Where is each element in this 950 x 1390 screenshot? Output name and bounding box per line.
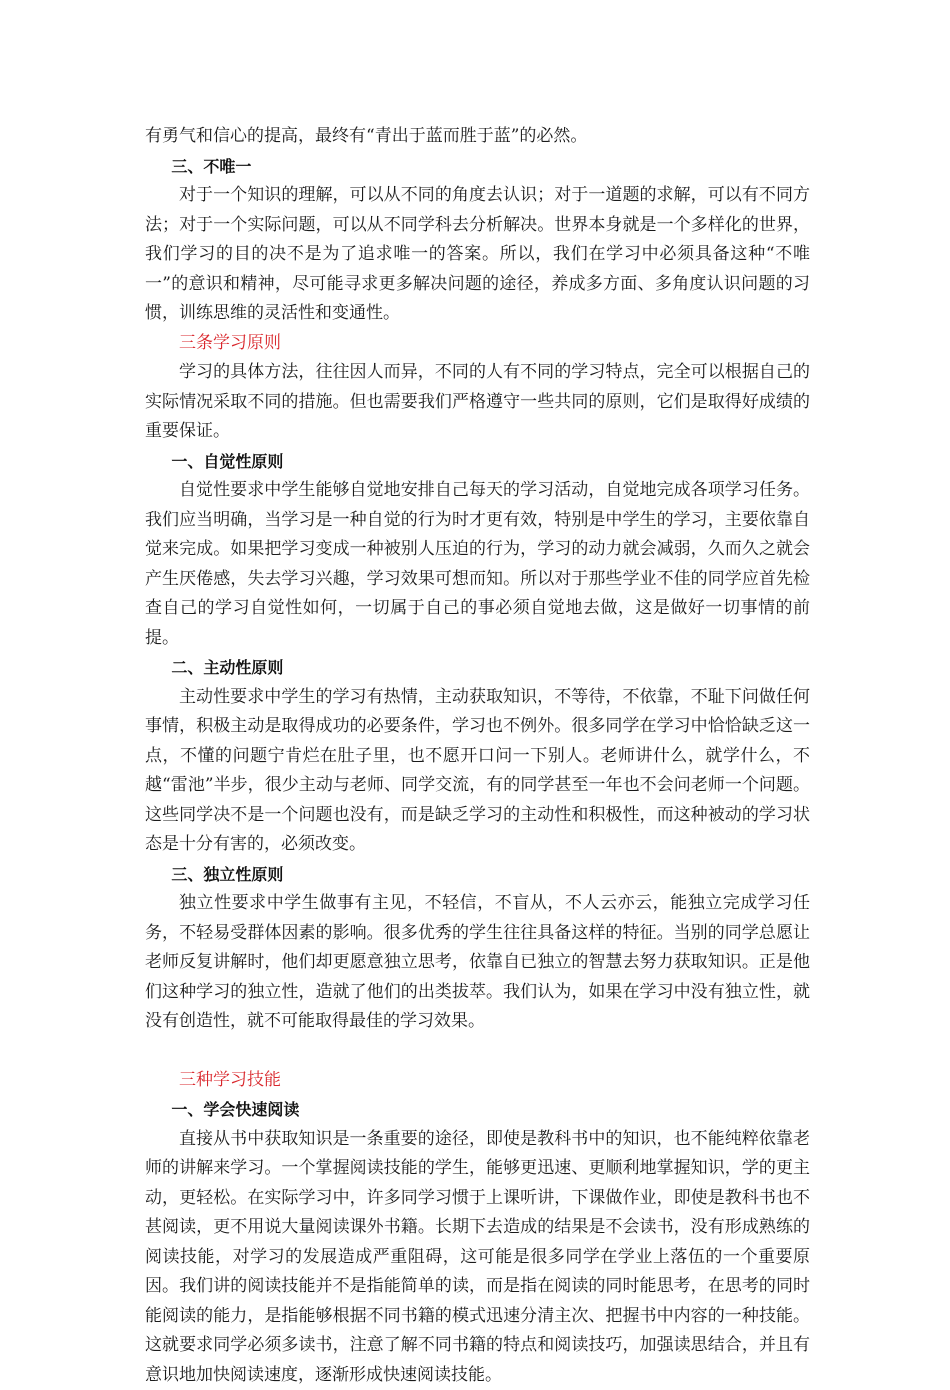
paragraph-zhudong: 主动性要求中学生的学习有热情，主动获取知识，不等待，不依靠，不耻下问做任何事情，积极主动是取得成功的必要条件，学习也不例外。很多同学在学习中恰恰缺乏这一点，不懂的问题宁肯烂在肚子里，也不愿开口问一下别人。老师讲什么，就学什么，不越“雷池”半步，很少主动与老师、同学交流，有的同学甚至一年也不会问老师一个问题。这些同学决不是一个问题也没有，而是缺乏学习的主动性和积极性，而这种被动的学习状态是十分有害的，必须改变。	[145, 683, 810, 860]
paragraph-zijue: 自觉性要求中学生能够自觉地安排自己每天的学习活动，自觉地完成各项学习任务。我们应当明确，当学习是一种自觉的行为时才更有效，特别是中学生的学习，主要依靠自觉来完成。如果把学习变成一种被别人压迫的行为，学习的动力就会减弱，久而久之就会产生厌倦感，失去学习兴趣，学习效果可想而知。所以对于那些学业不佳的同学应首先检查自己的学习自觉性如何，一切属于自己的事必须自觉地去做，这是做好一切事情的前提。	[145, 476, 810, 653]
paragraph-principles-intro: 学习的具体方法，往往因人而异，不同的人有不同的学习特点，完全可以根据自己的实际情况采取不同的措施。但也需要我们严格遵守一些共同的原则，它们是取得好成绩的重要保证。	[145, 358, 810, 447]
document-page	[145, 122, 810, 1390]
heading-zhudong: 二、主动性原则	[145, 653, 810, 683]
heading-bu-wei-yi: 三、不唯一	[145, 152, 810, 182]
heading-zijue: 一、自觉性原则	[145, 447, 810, 477]
paragraph-bu-wei-yi: 对于一个知识的理解，可以从不同的角度去认识；对于一道题的求解，可以有不同方法；对于一个实际问题，可以从不同学科去分析解决。世界本身就是一个多样化的世界，我们学习的目的决不是为了追求唯一的答案。所以，我们在学习中必须具备这种“不唯一”的意识和精神，尽可能寻求更多解决问题的途径，养成多方面、多角度认识问题的习惯，训练思维的灵活性和变通性。	[145, 181, 810, 329]
section-title-skills: 三种学习技能	[145, 1066, 810, 1096]
heading-duli: 三、独立性原则	[145, 860, 810, 890]
paragraph-duli: 独立性要求中学生做事有主见，不轻信，不盲从，不人云亦云，能独立完成学习任务，不轻易受群体因素的影响。很多优秀的学生往往具备这样的特征。当别的同学总愿让老师反复讲解时，他们却更愿意独立思考，依靠自已独立的智慧去努力获取知识。正是他们这种学习的独立性，造就了他们的出类拔萃。我们认为，如果在学习中没有独立性，就没有创造性，就不可能取得最佳的学习效果。	[145, 889, 810, 1037]
heading-yuedu: 一、学会快速阅读	[145, 1095, 810, 1125]
section-title-principles: 三条学习原则	[145, 329, 810, 359]
paragraph-yuedu: 直接从书中获取知识是一条重要的途径，即使是教科书中的知识，也不能纯粹依靠老师的讲解来学习。一个掌握阅读技能的学生，能够更迅速、更顺利地掌握知识，学的更主动，更轻松。在实际学习中，许多同学习惯于上课听讲，下课做作业，即使是教科书也不甚阅读，更不用说大量阅读课外书籍。长期下去造成的结果是不会读书，没有形成熟练的阅读技能，对学习的发展造成严重阻碍，这可能是很多同学在学业上落伍的一个重要原因。我们讲的阅读技能并不是指能简单的读，而是指在阅读的同时能思考，在思考的同时能阅读的能力，是指能够根据不同书籍的模式迅速分清主次、把握书中内容的一种技能。这就要求同学必须多读书，注意了解不同书籍的特点和阅读技巧，加强读思结合，并且有意识地加快阅读速度，逐渐形成快速阅读技能。	[145, 1125, 810, 1390]
intro-paragraph: 有勇气和信心的提高，最终有“青出于蓝而胜于蓝”的必然。	[145, 122, 810, 152]
blank-line	[145, 1037, 810, 1066]
